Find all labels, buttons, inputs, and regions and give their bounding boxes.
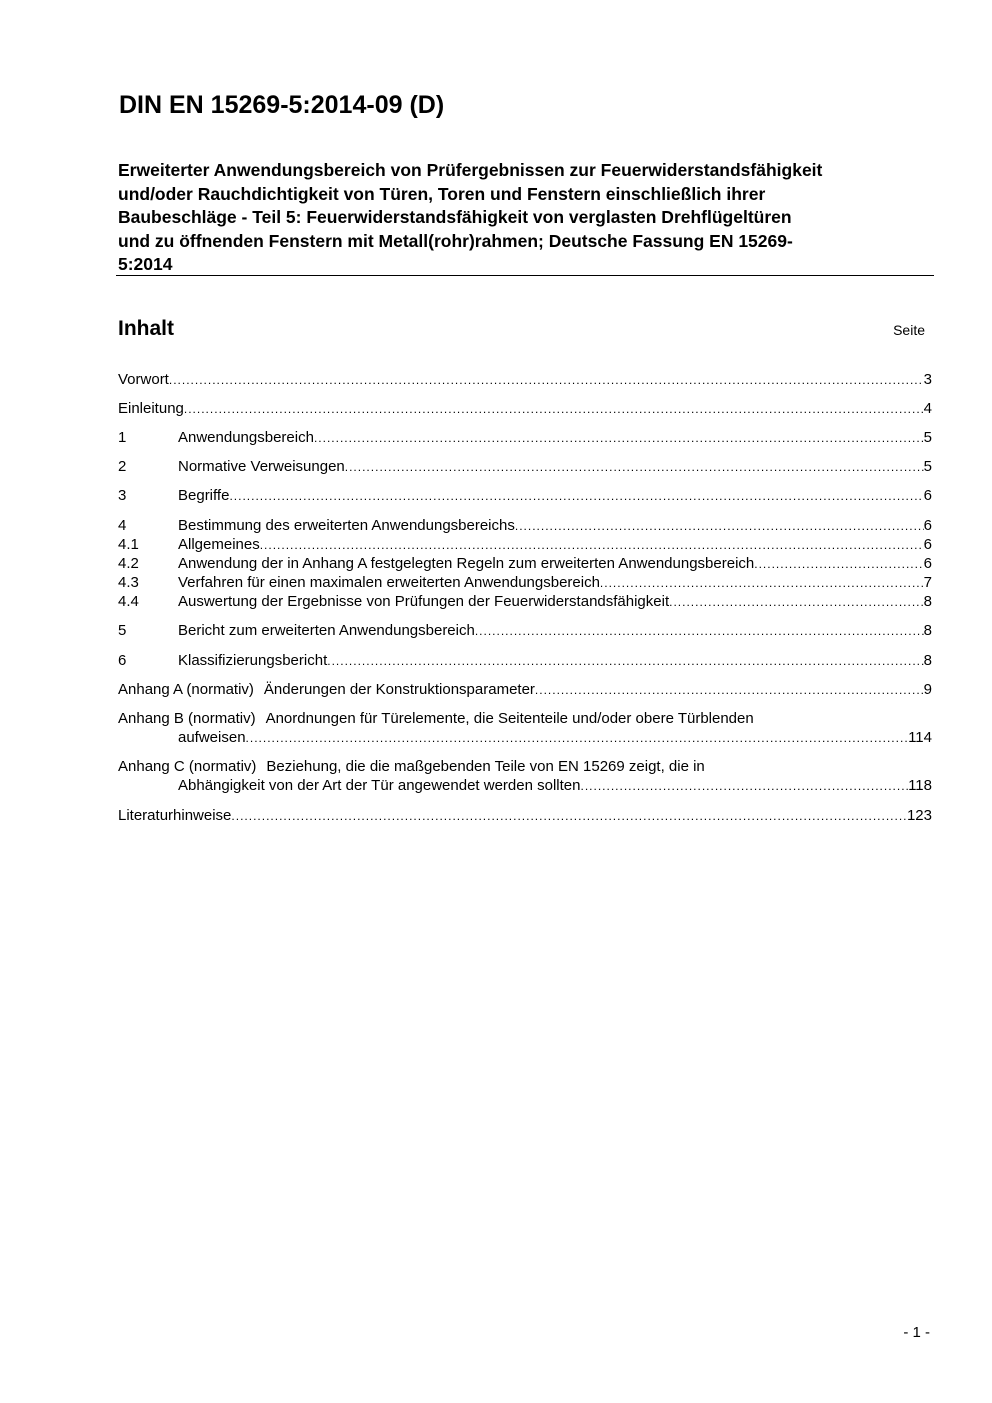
toc-entry-page: 118 [908, 777, 932, 794]
toc-entry-label: Allgemeines [178, 536, 260, 553]
toc-entry-number: 4.1 [118, 536, 139, 553]
toc-entry-5[interactable] [118, 621, 932, 640]
leader-dots [600, 574, 924, 593]
toc-entry-label: Verfahren für einen maximalen erweiterten Anwendungsbereich [178, 574, 600, 591]
toc-entry-number: 6 [118, 652, 127, 669]
toc-entry-page: 6 [923, 555, 932, 572]
toc-entry-label: Einleitung [118, 400, 184, 417]
toc-entry-label: Bericht zum erweiterten Anwendungsbereich [178, 622, 475, 639]
toc-entry-annex-a[interactable] [118, 680, 932, 699]
toc-entry-6[interactable] [118, 651, 932, 670]
leader-dots [169, 371, 924, 390]
toc-entry-page: 5 [923, 458, 932, 475]
title-line: Erweiterter Anwendungsbereich von Prüfergebnissen zur Feuerwiderstandsfähigkeit [118, 160, 823, 180]
leader-dots [580, 777, 908, 796]
page-column-label: Seite [893, 322, 925, 338]
toc-entry-label: Literaturhinweise [118, 807, 232, 824]
toc-entry-page: 6 [923, 487, 932, 504]
toc-entry-page: 8 [923, 622, 932, 639]
toc-entry-annex-c[interactable] [118, 757, 932, 776]
leader-dots [327, 652, 923, 671]
toc-entry-annex-c-continued[interactable] [118, 776, 932, 795]
toc-entry-literature[interactable] [118, 806, 932, 825]
toc-entry-1[interactable] [118, 428, 932, 447]
annex-prefix: Anhang A (normativ) [118, 681, 254, 698]
document-code: DIN EN 15269-5:2014-09 (D) [119, 91, 445, 119]
toc-entry-label: Normative Verweisungen [178, 458, 345, 475]
leader-dots [475, 622, 924, 641]
annex-prefix: Anhang C (normativ) [118, 758, 257, 775]
toc-entry-annex-b[interactable] [118, 709, 932, 728]
leader-dots [184, 400, 924, 419]
toc-entry-number: 4.2 [118, 555, 139, 572]
toc-entry-page: 4 [923, 400, 932, 417]
toc-entry-4-4[interactable] [118, 592, 932, 611]
toc-entry-einleitung[interactable] [118, 399, 932, 418]
toc-entry-label: Vorwort [118, 371, 169, 388]
title-divider [116, 275, 934, 276]
leader-dots [260, 536, 924, 555]
leader-dots [535, 681, 924, 700]
toc-entry-number: 1 [118, 429, 127, 446]
toc-entry-4-3[interactable] [118, 573, 932, 592]
toc-entry-number: 3 [118, 487, 127, 504]
leader-dots [231, 807, 907, 826]
toc-heading: Inhalt [118, 317, 174, 340]
toc-entry-label: aufweisen [178, 729, 246, 746]
toc-entry-number: 4 [118, 517, 127, 534]
toc-entry-page: 6 [923, 536, 932, 553]
document-title [118, 159, 933, 277]
toc-entry-page: 3 [923, 371, 932, 388]
leader-dots [314, 429, 924, 448]
leader-dots [754, 555, 923, 574]
toc-entry-page: 8 [923, 652, 932, 669]
toc-entry-annex-b-continued[interactable] [118, 728, 932, 747]
toc-entry-label: Begriffe [178, 487, 230, 504]
toc-entry-label: Abhängigkeit von der Art der Tür angewendet werden sollten [178, 777, 581, 794]
toc-entry-label: Bestimmung des erweiterten Anwendungsbereichs [178, 517, 515, 534]
toc-entry-label: Anordnungen für Türelemente, die Seitenteile und/oder obere Türblenden [265, 710, 754, 727]
leader-dots [229, 487, 923, 506]
title-line: Baubeschläge - Teil 5: Feuerwiderstandsfähigkeit von verglasten Drehflügeltüren [118, 207, 792, 227]
toc-entry-label: Anwendung der in Anhang A festgelegten Regeln zum erweiterten Anwendungsbereich [178, 555, 755, 572]
toc-entry-4-2[interactable] [118, 554, 932, 573]
toc-entry-4[interactable] [118, 516, 932, 535]
toc-entry-4-1[interactable] [118, 535, 932, 554]
leader-dots [345, 458, 924, 477]
leader-dots [246, 729, 909, 748]
toc-entry-vorwort[interactable] [118, 370, 932, 389]
toc-entry-label: Klassifizierungsbericht [178, 652, 328, 669]
title-line: und/oder Rauchdichtigkeit von Türen, Toren und Fenstern einschließlich ihrer [118, 183, 766, 204]
toc-entry-label: Anwendungsbereich [178, 429, 314, 446]
title-line: 5:2014 [118, 254, 173, 274]
toc-entry-label: Auswertung der Ergebnisse von Prüfungen der Feuerwiderstandsfähigkeit [178, 593, 670, 610]
toc-entry-page: 123 [906, 807, 932, 824]
toc-entry-number: 4.3 [118, 574, 139, 591]
toc-entry-page: 9 [923, 681, 932, 698]
toc-entry-label: Änderungen der Konstruktionsparameter [263, 681, 535, 698]
toc-entry-label: Beziehung, die die maßgebenden Teile von EN 15269 zeigt, die in [266, 758, 705, 775]
page-number: - 1 - [903, 1324, 930, 1341]
leader-dots [515, 517, 924, 536]
annex-prefix: Anhang B (normativ) [118, 710, 256, 727]
toc-entry-2[interactable] [118, 457, 932, 476]
toc-entry-number: 4.4 [118, 593, 139, 610]
toc-entry-3[interactable] [118, 486, 932, 505]
toc-entry-page: 7 [923, 574, 932, 591]
toc-entry-number: 2 [118, 458, 127, 475]
leader-dots [669, 593, 924, 612]
toc-entry-page: 6 [923, 517, 932, 534]
toc-entry-page: 5 [923, 429, 932, 446]
toc-entry-page: 114 [908, 729, 932, 746]
title-line: und zu öffnenden Fenstern mit Metall(rohr)rahmen; Deutsche Fassung EN 15269- [118, 230, 793, 251]
toc-entry-number: 5 [118, 622, 127, 639]
toc-entry-page: 8 [923, 593, 932, 610]
